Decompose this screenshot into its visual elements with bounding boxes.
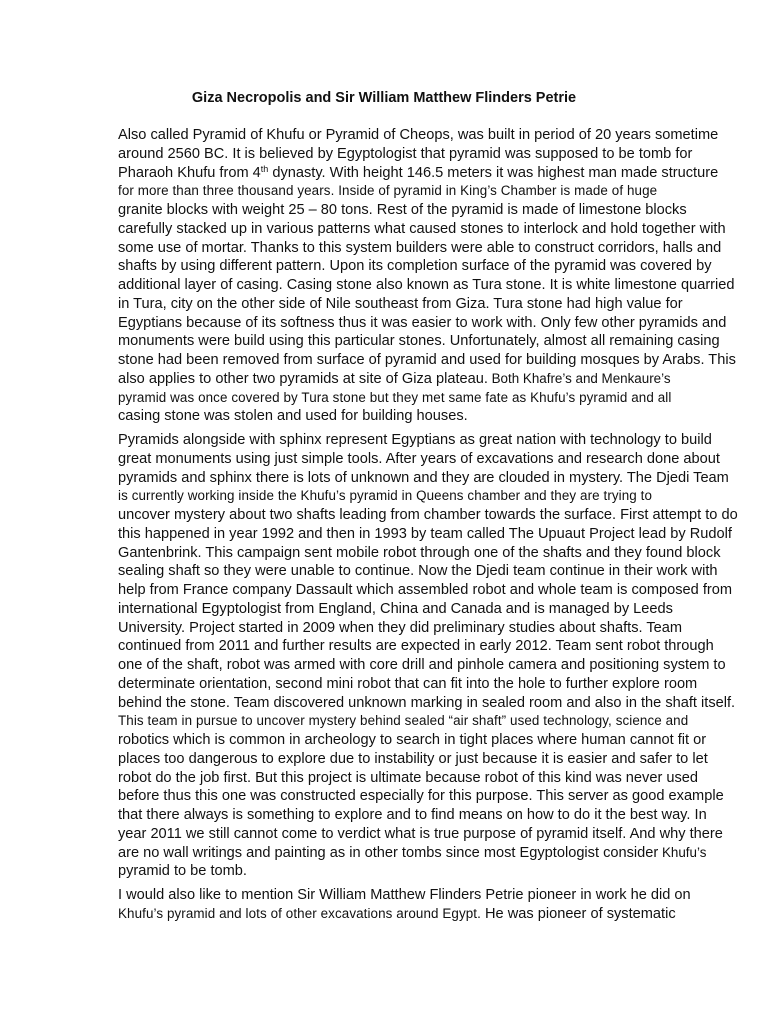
- text-line: Egyptians because of its softness thus it was easier to work with. Only few other pyramids and: [118, 314, 727, 331]
- text-line: help from France company Dassault which assembled robot and whole team is composed from: [118, 582, 733, 598]
- text-line: that there always is something to explore and to find means on how to do it the best way. In: [118, 807, 707, 823]
- text-line: some use of mortar. Thanks to this system builders were able to construct corridors, halls and: [118, 239, 722, 256]
- text-run: He was pioneer of systematic: [480, 905, 676, 922]
- text-line: robotics which is common in archeology to search in tight places where human cannot fit or: [118, 732, 707, 748]
- text-line: pyramid to be tomb.: [118, 863, 247, 880]
- text-line: monuments were build using this particular stones. Unfortunately, almost all remaining casing: [118, 333, 720, 350]
- document-body: [118, 126, 738, 929]
- document-title: Giza Necropolis and Sir William Matthew Flinders Petrie: [191, 90, 577, 106]
- text-line: in Tura, city on the other side of Nile southeast from Giza. Tura stone had high value for: [118, 295, 683, 312]
- text-line: this happened in year 1992 and then in 1993 by team called The Upuaut Project lead by Rudolf: [118, 525, 732, 542]
- text-line: determinate orientation, second mini robot that can fit into the hole to further explore room: [118, 675, 698, 692]
- text-line: granite blocks with weight 25 – 80 tons. Rest of the pyramid is made of limestone blocks: [118, 202, 687, 218]
- text-line: behind the stone. Team discovered unknown marking in sealed room and also in the shaft itself.: [118, 694, 736, 711]
- text-run: dynasty. With height 146.5 meters it was highest man made structure: [268, 164, 719, 181]
- text-line: is currently working inside the Khufu’s pyramid in Queens chamber and they are trying to: [118, 488, 653, 504]
- text-line: shafts by using different pattern. Upon its completion surface of the pyramid was covered by: [118, 258, 712, 275]
- text-line: for more than three thousand years. Inside of pyramid in King’s Chamber is made of huge: [118, 183, 658, 199]
- text-line: great monuments using just simple tools. After years of excavations and research done about: [118, 450, 720, 467]
- text-line: [118, 370, 678, 389]
- text-line: Gantenbrink. This campaign sent mobile robot through one of the shafts and they found block: [118, 544, 721, 561]
- text-line: robot do the job first. But this project is ultimate because robot of this kind was never used: [118, 769, 699, 786]
- text-line: casing stone was stolen and used for building houses.: [118, 408, 468, 425]
- text-run: Both Khafre’s and Menkaure’s: [487, 370, 671, 386]
- text-line: uncover mystery about two shafts leading from chamber towards the surface. First attempt to do: [118, 507, 738, 523]
- text-run: also applies to other two pyramids at site of Giza plateau.: [118, 370, 488, 387]
- text-line: around 2560 BC. It is believed by Egyptologist that pyramid was supposed to be tomb for: [118, 145, 693, 162]
- text-line: pyramid was once covered by Tura stone but they met same fate as Khufu’s pyramid and all: [118, 389, 672, 405]
- text-run: Khufu’s: [658, 844, 707, 860]
- paragraph: [118, 126, 736, 426]
- text-line: additional layer of casing. Casing stone also known as Tura stone. It is white limestone quarried: [118, 277, 735, 293]
- text-line: international Egyptologist from England, China and Canada and is managed by Leeds: [118, 600, 673, 617]
- text-line: one of the shaft, robot was armed with core drill and pinhole camera and positioning system to: [118, 657, 726, 673]
- text-line: year 2011 we still cannot come to verdict what is true purpose of pyramid itself. And why there: [118, 825, 723, 842]
- text-line: This team in pursue to uncover mystery behind sealed “air shaft” used technology, science and: [118, 713, 689, 729]
- text-line: sealing shaft so they were unable to continue. Now the Djedi team continue in their work with: [118, 563, 718, 580]
- text-line: [118, 844, 707, 863]
- superscript: th: [260, 163, 269, 174]
- paragraph: [118, 431, 738, 881]
- text-line: [118, 905, 678, 924]
- paragraph: [118, 886, 691, 924]
- text-run: Pharaoh Khufu from 4: [118, 164, 261, 181]
- text-line: I would also like to mention Sir William Matthew Flinders Petrie pioneer in work he did on: [118, 887, 691, 903]
- text-line: University. Project started in 2009 when they did preliminary studies about shafts. Team: [118, 619, 683, 636]
- text-line: Also called Pyramid of Khufu or Pyramid of Cheops, was built in period of 20 years sometime: [118, 127, 719, 143]
- text-line: before thus this one was constructed especially for this purpose. This server as good example: [118, 788, 724, 805]
- text-line: places too dangerous to explore due to instability or just because it is easier and safer to let: [118, 750, 708, 767]
- text-line: stone had been removed from surface of pyramid and used for building mosques by Arabs. This: [118, 352, 736, 368]
- text-run: Khufu’s pyramid and lots of other excavations around Egypt.: [118, 905, 481, 921]
- text-line: [118, 163, 719, 183]
- text-line: Pyramids alongside with sphinx represent Egyptians as great nation with technology to build: [118, 432, 712, 448]
- text-line: pyramids and sphinx there is lots of unknown and they are clouded in mystery. The Djedi Team: [118, 469, 729, 486]
- text-run: are no wall writings and painting as in other tombs since most Egyptologist consider: [118, 844, 659, 861]
- text-line: continued from 2011 and further results are expected in early 2012. Team sent robot through: [118, 638, 714, 655]
- text-line: carefully stacked up in various patterns what caused stones to interlock and hold together with: [118, 220, 726, 237]
